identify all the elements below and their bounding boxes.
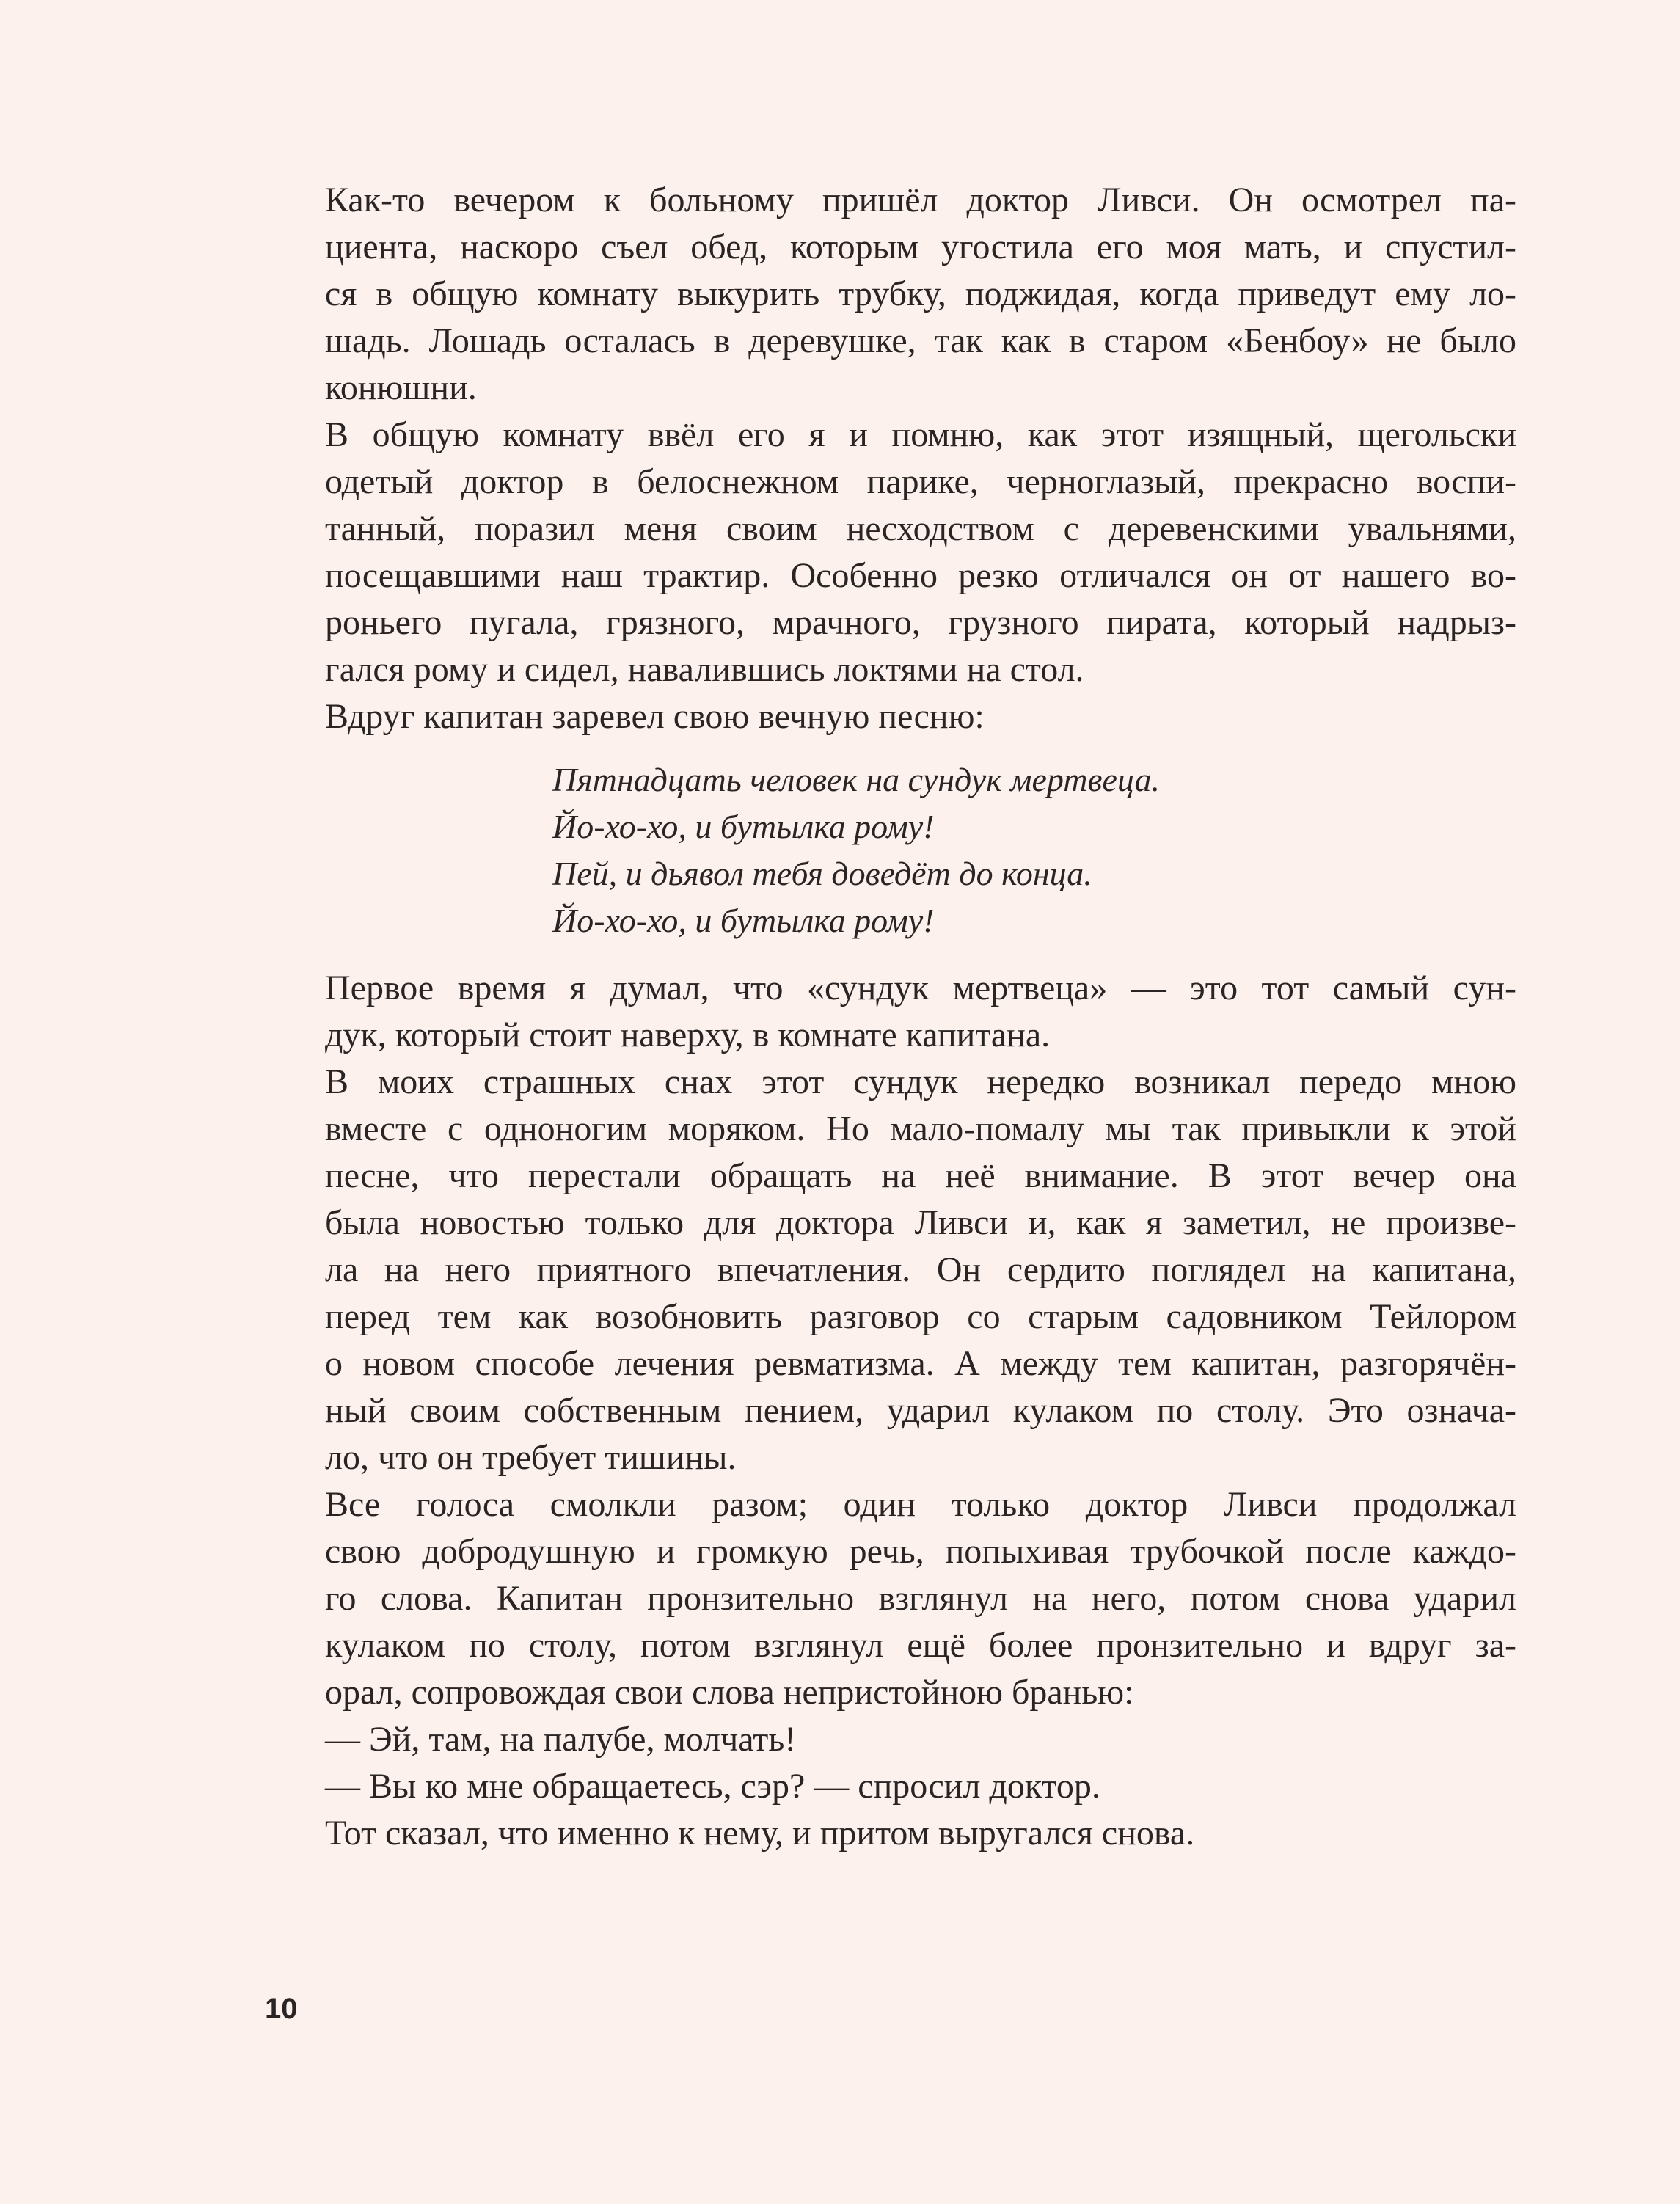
text-line: циента, наскоро съел обед, которым угостила его моя мать, и спустил- — [325, 227, 1516, 266]
text-line: ный своим собственным пением, ударил кулаком по столу. Это означа- — [325, 1391, 1516, 1430]
paragraph — [277, 693, 1516, 740]
text-line: шадь. Лошадь осталась в деревушке, так как в старом «Бенбоу» не было — [325, 321, 1516, 360]
paragraph — [277, 1810, 1516, 1857]
text-line: песне, что перестали обращать на неё внимание. В этот вечер она — [325, 1156, 1516, 1195]
verse-line: Йо-хо-хо, и бутылка рому! — [552, 808, 935, 845]
page-number: 10 — [265, 1993, 298, 2025]
text-line: Как-то вечером к больному пришёл доктор Ливси. Он осмотрел па- — [325, 180, 1516, 219]
text-line: го слова. Капитан пронзительно взглянул на него, потом снова ударил — [325, 1579, 1516, 1618]
text-line: дук, который стоит наверху, в комнате капитана. — [325, 1015, 1051, 1054]
text-line: о новом способе лечения ревматизма. А между тем капитан, разгорячён- — [325, 1344, 1516, 1383]
text-line: танный, поразил меня своим несходством с деревенскими увальнями, — [325, 509, 1516, 548]
text-line: роньего пугала, грязного, мрачного, грузного пирата, который надрыз- — [325, 603, 1516, 642]
text-line: В общую комнату ввёл его я и помню, как этот изящный, щегольски — [325, 415, 1516, 454]
text-line: Первое время я думал, что «сундук мертвеца» — это тот самый сун- — [325, 968, 1516, 1007]
paragraph — [277, 965, 1516, 1059]
text-line: кулаком по столу, потом взглянул ещё более пронзительно и вдруг за- — [325, 1626, 1516, 1665]
text-line: вместе с одноногим моряком. Но мало-помалу мы так привыкли к этой — [325, 1109, 1516, 1148]
text-line: ся в общую комнату выкурить трубку, поджидая, когда приведут ему ло- — [325, 274, 1516, 313]
paragraph — [277, 1059, 1516, 1481]
text-line: Все голоса смолкли разом; один только доктор Ливси продолжал — [325, 1485, 1516, 1524]
paragraph — [277, 412, 1516, 693]
text-line: посещавшими наш трактир. Особенно резко отличался он от нашего во- — [325, 556, 1516, 595]
text-line: Тот сказал, что именно к нему, и притом выругался снова. — [325, 1814, 1195, 1853]
text-line: была новостью только для доктора Ливси и, как я заметил, не произве- — [325, 1203, 1516, 1242]
text-line: перед тем как возобновить разговор со старым садовником Тейлором — [325, 1297, 1516, 1336]
verse-line: Пей, и дьявол тебя доведёт до конца. — [552, 855, 1092, 892]
text-line: Вдруг капитан заревел свою вечную песню: — [325, 697, 985, 736]
text-line: ло, что он требует тишины. — [325, 1438, 737, 1477]
paragraph — [277, 177, 1516, 412]
dialogue-line — [277, 1716, 1516, 1763]
text-line: одетый доктор в белоснежном парике, черноглазый, прекрасно воспи- — [325, 462, 1516, 501]
text-line: орал, сопровождая свои слова непристойною бранью: — [325, 1673, 1134, 1712]
dialogue-line — [277, 1763, 1516, 1810]
verse-line: Пятнадцать человек на сундук мертвеца. — [552, 761, 1160, 798]
text-line: гался рому и сидел, навалившись локтями на стол. — [325, 650, 1084, 689]
song-verse — [277, 756, 1516, 944]
text-line: ла на него приятного впечатления. Он сердито поглядел на капитана, — [325, 1250, 1516, 1289]
text-line: свою добродушную и громкую речь, попыхивая трубочкой после каждо- — [325, 1532, 1516, 1571]
book-page-text — [277, 177, 1516, 1857]
paragraph — [277, 1481, 1516, 1716]
text-line: — Эй, там, на палубе, молчать! — [325, 1720, 797, 1759]
verse-line: Йо-хо-хо, и бутылка рому! — [552, 902, 935, 939]
text-line: В моих страшных снах этот сундук нередко возникал передо мною — [325, 1062, 1516, 1101]
text-line: конюшни. — [325, 368, 477, 407]
text-line: — Вы ко мне обращаетесь, сэр? — спросил доктор. — [325, 1767, 1100, 1806]
